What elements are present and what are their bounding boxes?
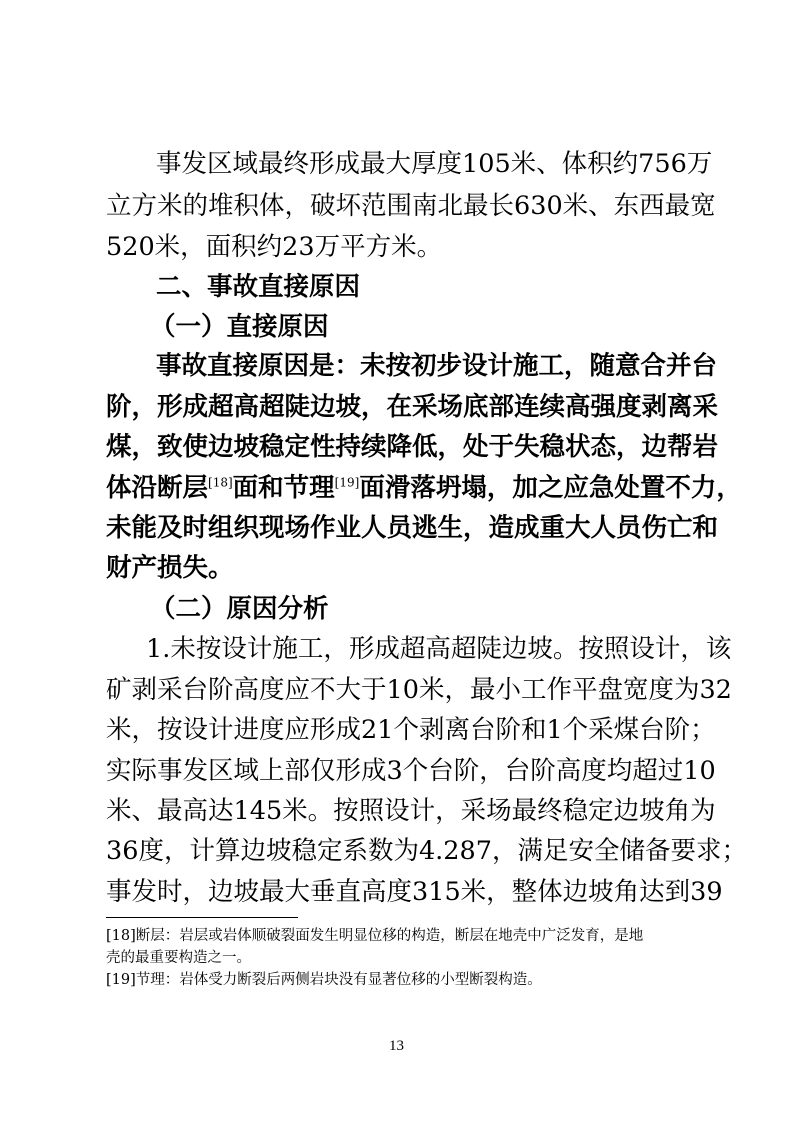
subsection-heading: （一）直接原因 [150,312,329,342]
footnote-ref-18: [18] [208,475,233,490]
body-line: 36度，计算边坡稳定系数为4.287，满足安全储备要求； [106,836,747,866]
body-text: 面滑落坍塌，加之应急处置不力， [359,473,742,503]
body-line: 实际事发区域上部仅形成3个台阶，台阶高度均超过10 [106,756,716,786]
page-number: 13 [389,1038,404,1054]
body-line: 事故直接原因是：未按初步设计施工，随意合并台 [156,351,718,381]
body-text: 体沿断层 [106,473,209,503]
body-line: 520米，面积约23万平方米。 [106,232,443,262]
body-line: 米、最高达145米。按照设计，采场最终稳定边坡角为 [106,796,716,826]
section-heading: 二、事故直接原因 [156,272,361,302]
footnote-separator [106,917,298,918]
body-text: 面和节理 [232,473,335,503]
body-line: 矿剥采台阶高度应不大于10米，最小工作平盘宽度为32 [106,675,732,705]
body-line: 财产损失。 [106,553,234,583]
subsection-heading: （二）原因分析 [150,594,329,624]
footnote-18: [18]断层：岩层或岩体顺破裂面发生明显位移的构造，断层在地壳中广泛发育，是地 [106,928,644,944]
body-line: 未能及时组织现场作业人员逃生，造成重大人员伤亡和 [106,513,719,543]
footnote-18-continued: 壳的最重要构造之一。 [106,950,251,966]
body-line: 阶，形成超高超陡边坡，在采场底部连续高强度剥离采 [106,392,719,422]
body-line: 事发区域最终形成最大厚度105米、体积约756万 [156,149,713,179]
body-line: 立方米的堆积体，破坏范围南北最长630米、东西最宽 [106,191,716,221]
body-line: 事发时，边坡最大垂直高度315米，整体边坡角达到39 [106,877,723,907]
footnote-ref-19: [19] [334,475,360,490]
body-line: 米，按设计进度应形成21个剥离台阶和1个采煤台阶； [106,715,716,745]
footnote-19: [19]节理：岩体受力断裂后两侧岩块没有显著位移的小型断裂构造。 [106,972,542,988]
body-line: 1.未按设计施工，形成超高超陡边坡。按照设计，该 [146,634,732,664]
body-line: 煤，致使边坡稳定性持续降低，处于失稳状态，边帮岩 [106,432,719,462]
body-line [106,468,742,508]
